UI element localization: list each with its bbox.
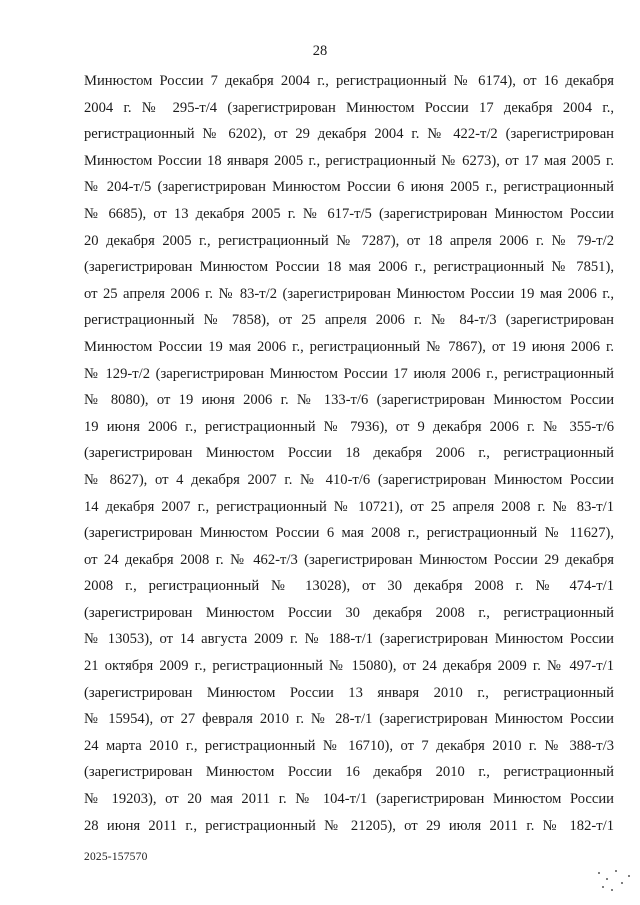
text-line: № 8627), от 4 декабря 2007 г. № 410-т/6 (зарегистрирован Минюстом России xyxy=(84,471,614,488)
text-line: (зарегистрирован Минюстом России 6 мая 2008 г., регистрационный № 11627), xyxy=(84,525,614,542)
text-line: № 13053), от 14 августа 2009 г. № 188-т/1 (зарегистрирован Минюстом России xyxy=(84,631,614,648)
text-line: 19 июня 2006 г., регистрационный № 7936), от 9 декабря 2006 г. № 355-т/6 xyxy=(84,418,614,435)
text-line: 24 марта 2010 г., регистрационный № 16710), от 7 декабря 2010 г. № 388-т/3 xyxy=(84,737,614,754)
text-line: (зарегистрирован Минюстом России 18 мая 2006 г., регистрационный № 7851), xyxy=(84,259,614,276)
text-line: 2008 г., регистрационный № 13028), от 30 декабря 2008 г. № 474-т/1 xyxy=(84,578,614,595)
text-line: (зарегистрирован Минюстом России 13 января 2010 г., регистрационный xyxy=(84,684,614,701)
text-line: (зарегистрирован Минюстом России 18 декабря 2006 г., регистрационный xyxy=(84,445,614,462)
text-line: № 204-т/5 (зарегистрирован Минюстом России 6 июня 2005 г., регистрационный xyxy=(84,179,614,196)
text-line: № 15954), от 27 февраля 2010 г. № 28-т/1 (зарегистрирован Минюстом России xyxy=(84,711,614,728)
text-line: № 129-т/2 (зарегистрирован Минюстом России 17 июля 2006 г., регистрационный xyxy=(84,365,614,382)
text-line: регистрационный № 6202), от 29 декабря 2004 г. № 422-т/2 (зарегистрирован xyxy=(84,126,614,143)
document-id: 2025-157570 xyxy=(84,851,148,863)
text-line: 2004 г. № 295-т/4 (зарегистрирован Минюстом России 17 декабря 2004 г., xyxy=(84,99,614,116)
text-line: Минюстом России 19 мая 2006 г., регистрационный № 7867), от 19 июня 2006 г. xyxy=(84,338,614,355)
text-line: Минюстом России 18 января 2005 г., регистрационный № 6273), от 17 мая 2005 г. xyxy=(84,152,614,169)
text-line: № 6685), от 13 декабря 2005 г. № 617-т/5 (зарегистрирован Минюстом России xyxy=(84,205,614,222)
text-line: 28 июня 2011 г., регистрационный № 21205), от 29 июля 2011 г. № 182-т/1 xyxy=(84,817,614,834)
body-text xyxy=(84,68,614,839)
text-line: № 8080), от 19 июня 2006 г. № 133-т/6 (зарегистрирован Минюстом России xyxy=(84,392,614,409)
page-number: 28 xyxy=(312,43,328,59)
text-line: от 24 декабря 2008 г. № 462-т/3 (зарегистрирован Минюстом России 29 декабря xyxy=(84,551,614,568)
text-line: (зарегистрирован Минюстом России 30 декабря 2008 г., регистрационный xyxy=(84,604,614,621)
text-line: регистрационный № 7858), от 25 апреля 2006 г. № 84-т/3 (зарегистрирован xyxy=(84,312,614,329)
text-line: от 25 апреля 2006 г. № 83-т/2 (зарегистрирован Минюстом России 19 мая 2006 г., xyxy=(84,285,614,302)
text-line: 20 декабря 2005 г., регистрационный № 7287), от 18 апреля 2006 г. № 79-т/2 xyxy=(84,232,614,249)
text-line: Минюстом России 7 декабря 2004 г., регистрационный № 6174), от 16 декабря xyxy=(84,73,614,89)
text-line: 21 октября 2009 г., регистрационный № 15080), от 24 декабря 2009 г. № 497-т/1 xyxy=(84,658,614,675)
text-line: № 19203), от 20 мая 2011 г. № 104-т/1 (зарегистрирован Минюстом России xyxy=(84,791,614,808)
text-line: (зарегистрирован Минюстом России 16 декабря 2010 г., регистрационный xyxy=(84,764,614,781)
text-line: 14 декабря 2007 г., регистрационный № 10721), от 25 апреля 2008 г. № 83-т/1 xyxy=(84,498,614,515)
